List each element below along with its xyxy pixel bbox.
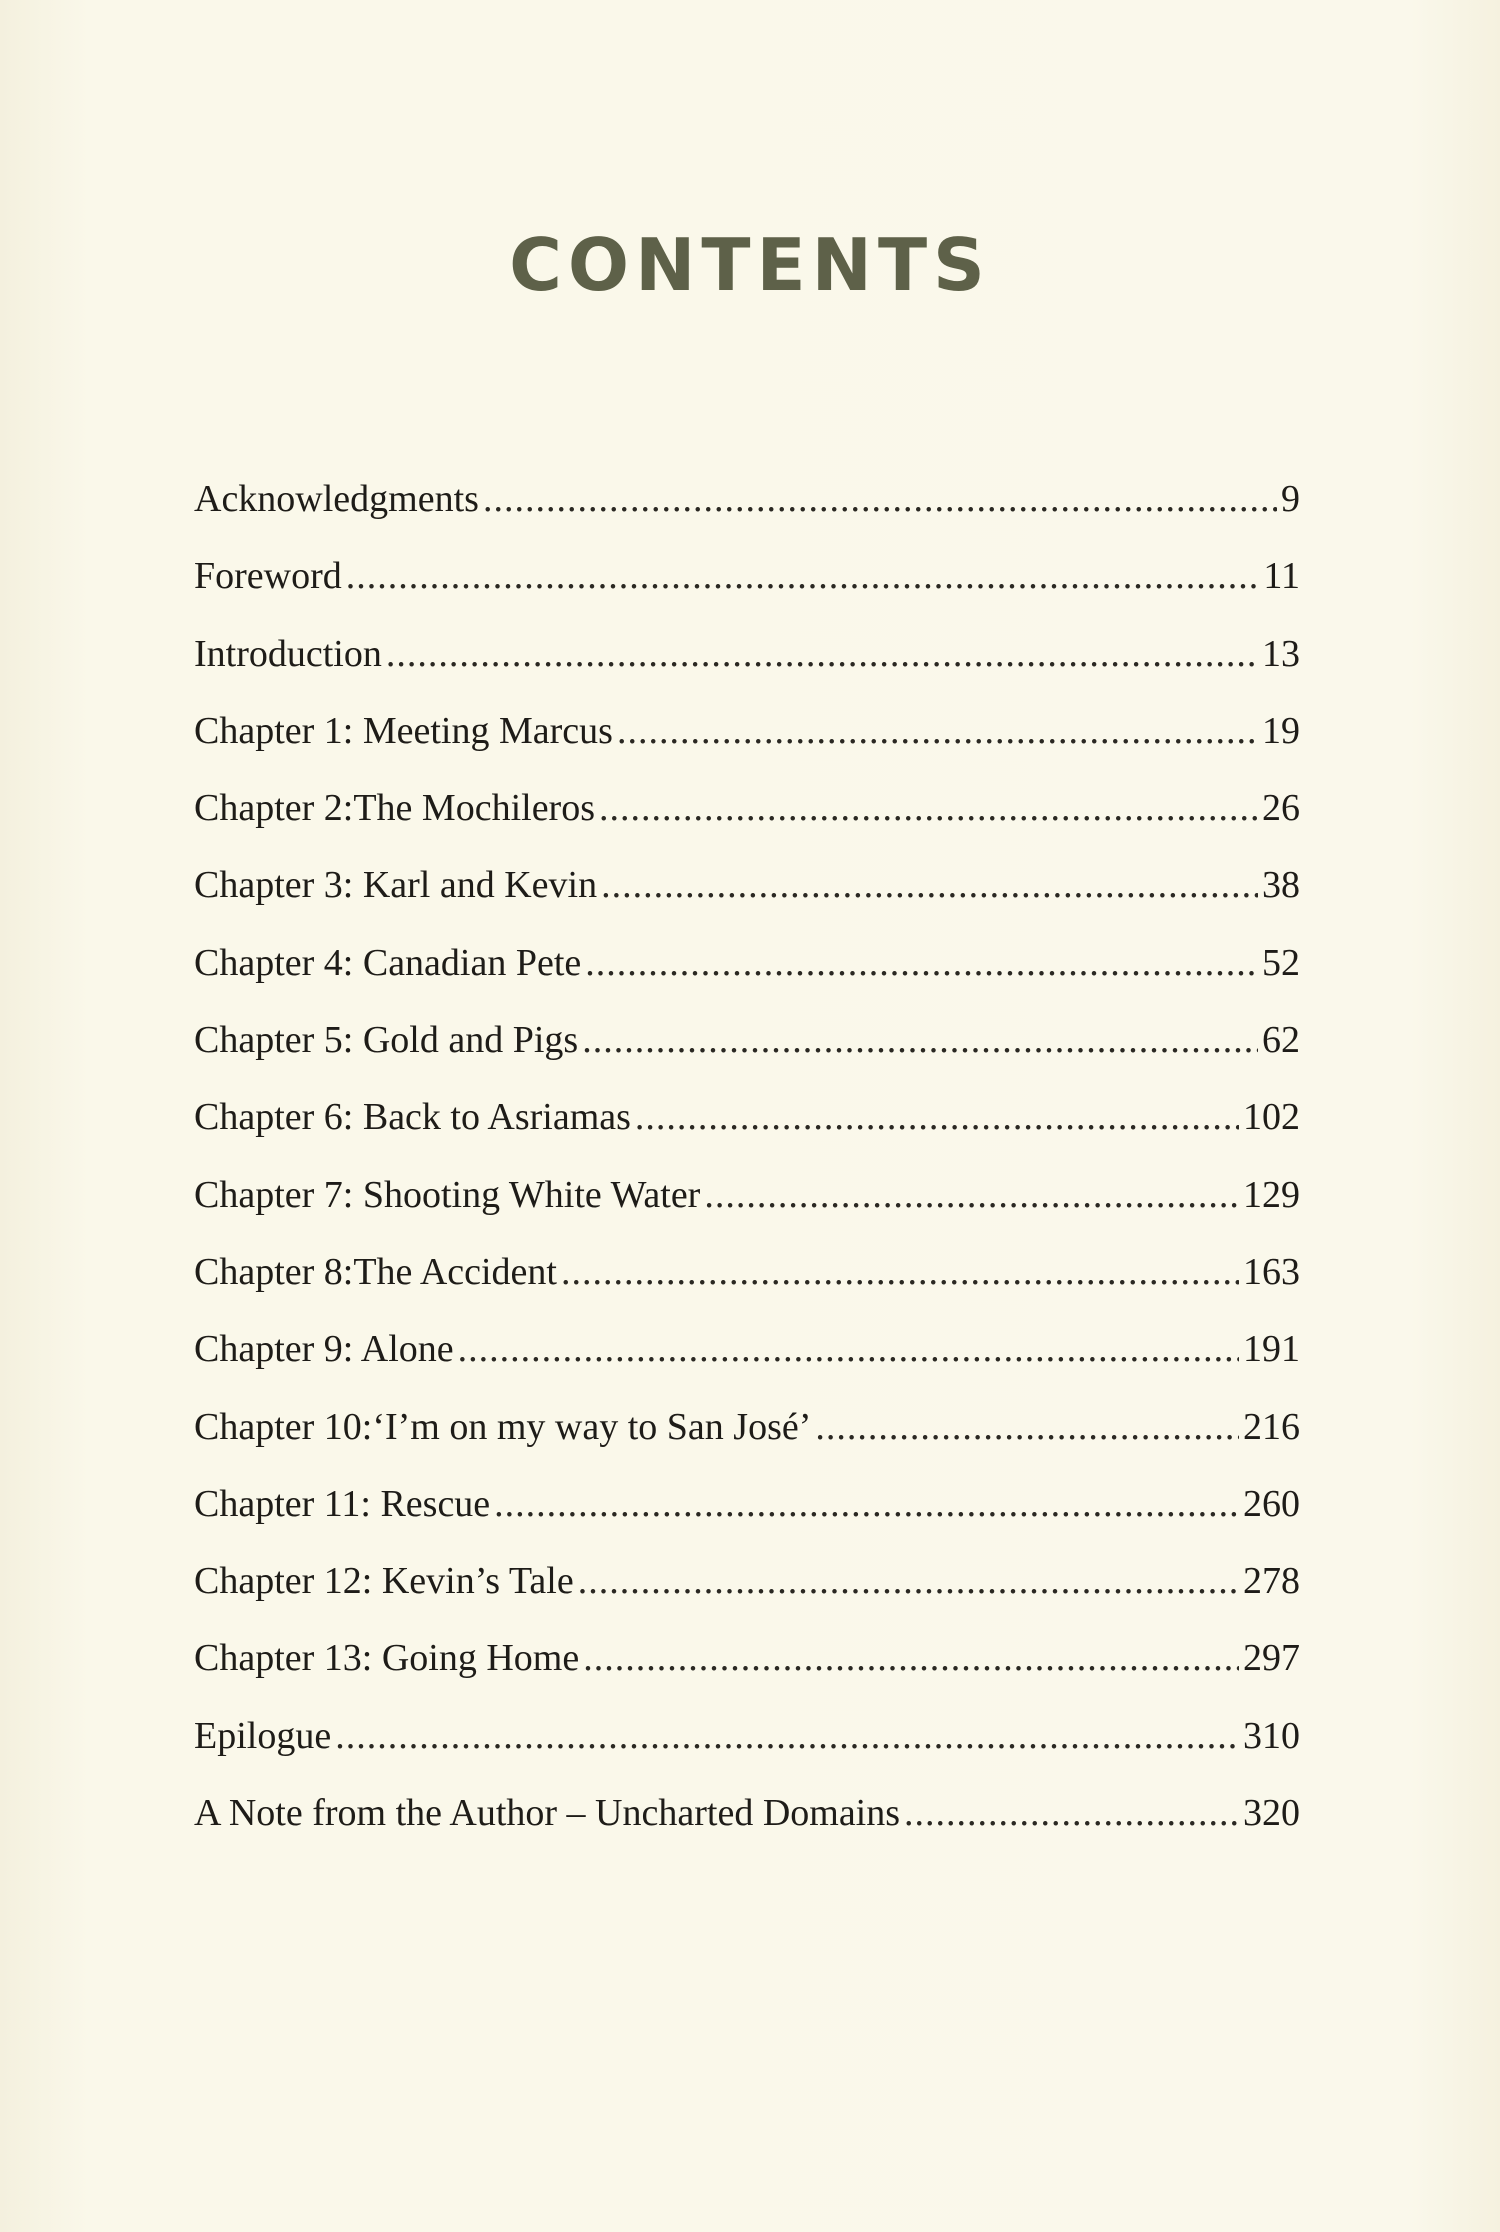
dot-leader (635, 1095, 1239, 1139)
toc-entry (194, 1559, 1300, 1636)
toc-entry (194, 1095, 1300, 1172)
toc-entry (194, 1018, 1300, 1095)
toc-page-number: 260 (1243, 1482, 1300, 1525)
toc-entry (194, 477, 1300, 554)
dot-leader (599, 786, 1258, 830)
dot-leader (601, 863, 1258, 907)
toc-entry-title: Epilogue (194, 1714, 332, 1757)
toc-entry (194, 1636, 1300, 1713)
dot-leader (704, 1173, 1239, 1217)
toc-entry (194, 1173, 1300, 1250)
toc-page-number: 129 (1243, 1173, 1300, 1216)
toc-entry (194, 1482, 1300, 1559)
toc-page-number: 38 (1262, 864, 1300, 907)
toc-entry-title: Chapter 4: Canadian Pete (194, 941, 582, 984)
toc-entry (194, 1327, 1300, 1404)
toc-page-number: 26 (1262, 787, 1300, 830)
toc-entry-title: Chapter 5: Gold and Pigs (194, 1019, 579, 1062)
page-title: CONTENTS (509, 223, 991, 307)
toc-entry-title: Foreword (194, 555, 342, 598)
toc-entry (194, 941, 1300, 1018)
toc-page-number: 163 (1243, 1250, 1300, 1293)
toc-page-number: 13 (1262, 632, 1300, 675)
toc-entry-title: Acknowledgments (194, 478, 479, 520)
dot-leader (617, 709, 1258, 753)
toc-entry-title: Chapter 13: Going Home (194, 1637, 580, 1680)
toc-entry-title: Chapter 9: Alone (194, 1328, 454, 1371)
toc-entry (194, 786, 1300, 863)
dot-leader (815, 1405, 1239, 1449)
table-of-contents (194, 477, 1300, 1868)
toc-entry-title: Introduction (194, 632, 382, 675)
dot-leader (458, 1327, 1239, 1371)
toc-page-number: 216 (1243, 1405, 1300, 1448)
toc-entry (194, 1250, 1300, 1327)
toc-entry (194, 863, 1300, 940)
dot-leader (582, 1018, 1258, 1062)
toc-entry-title: Chapter 3: Karl and Kevin (194, 864, 598, 907)
toc-entry-title: Chapter 6: Back to Asriamas (194, 1096, 631, 1139)
dot-leader (494, 1482, 1239, 1526)
toc-entry (194, 632, 1300, 709)
dot-leader (578, 1559, 1239, 1603)
dot-leader (585, 941, 1258, 985)
toc-entry-title: A Note from the Author – Uncharted Domains (194, 1792, 901, 1835)
dot-leader (561, 1250, 1239, 1294)
toc-entry-title: Chapter 2:The Mochileros (194, 787, 596, 830)
toc-page-number: 11 (1263, 555, 1300, 598)
toc-entry (194, 554, 1300, 631)
toc-page-number: 19 (1262, 709, 1300, 752)
toc-entry (194, 1714, 1300, 1791)
toc-page-number: 9 (1281, 478, 1300, 520)
toc-entry-title: Chapter 11: Rescue (194, 1482, 491, 1525)
toc-page-number: 278 (1243, 1560, 1300, 1603)
dot-leader (583, 1636, 1239, 1680)
toc-page-number: 62 (1262, 1019, 1300, 1062)
toc-entry-title: Chapter 12: Kevin’s Tale (194, 1560, 574, 1603)
toc-entry (194, 1791, 1300, 1868)
dot-leader (483, 477, 1277, 521)
toc-page-number: 102 (1243, 1096, 1300, 1139)
toc-entry (194, 709, 1300, 786)
toc-page-number: 320 (1243, 1792, 1300, 1835)
toc-entry-title: Chapter 1: Meeting Marcus (194, 709, 613, 752)
toc-entry-title: Chapter 7: Shooting White Water (194, 1173, 701, 1216)
toc-page-number: 52 (1262, 941, 1300, 984)
toc-entry-title: Chapter 10:‘I’m on my way to San José’ (194, 1405, 812, 1448)
toc-page-number: 191 (1243, 1328, 1300, 1371)
toc-page-number: 297 (1243, 1637, 1300, 1680)
dot-leader (904, 1791, 1239, 1835)
toc-entry-title: Chapter 8:The Accident (194, 1250, 557, 1293)
toc-entry (194, 1405, 1300, 1482)
dot-leader (346, 554, 1260, 598)
toc-page-number: 310 (1243, 1714, 1300, 1757)
dot-leader (335, 1714, 1239, 1758)
dot-leader (386, 632, 1258, 676)
